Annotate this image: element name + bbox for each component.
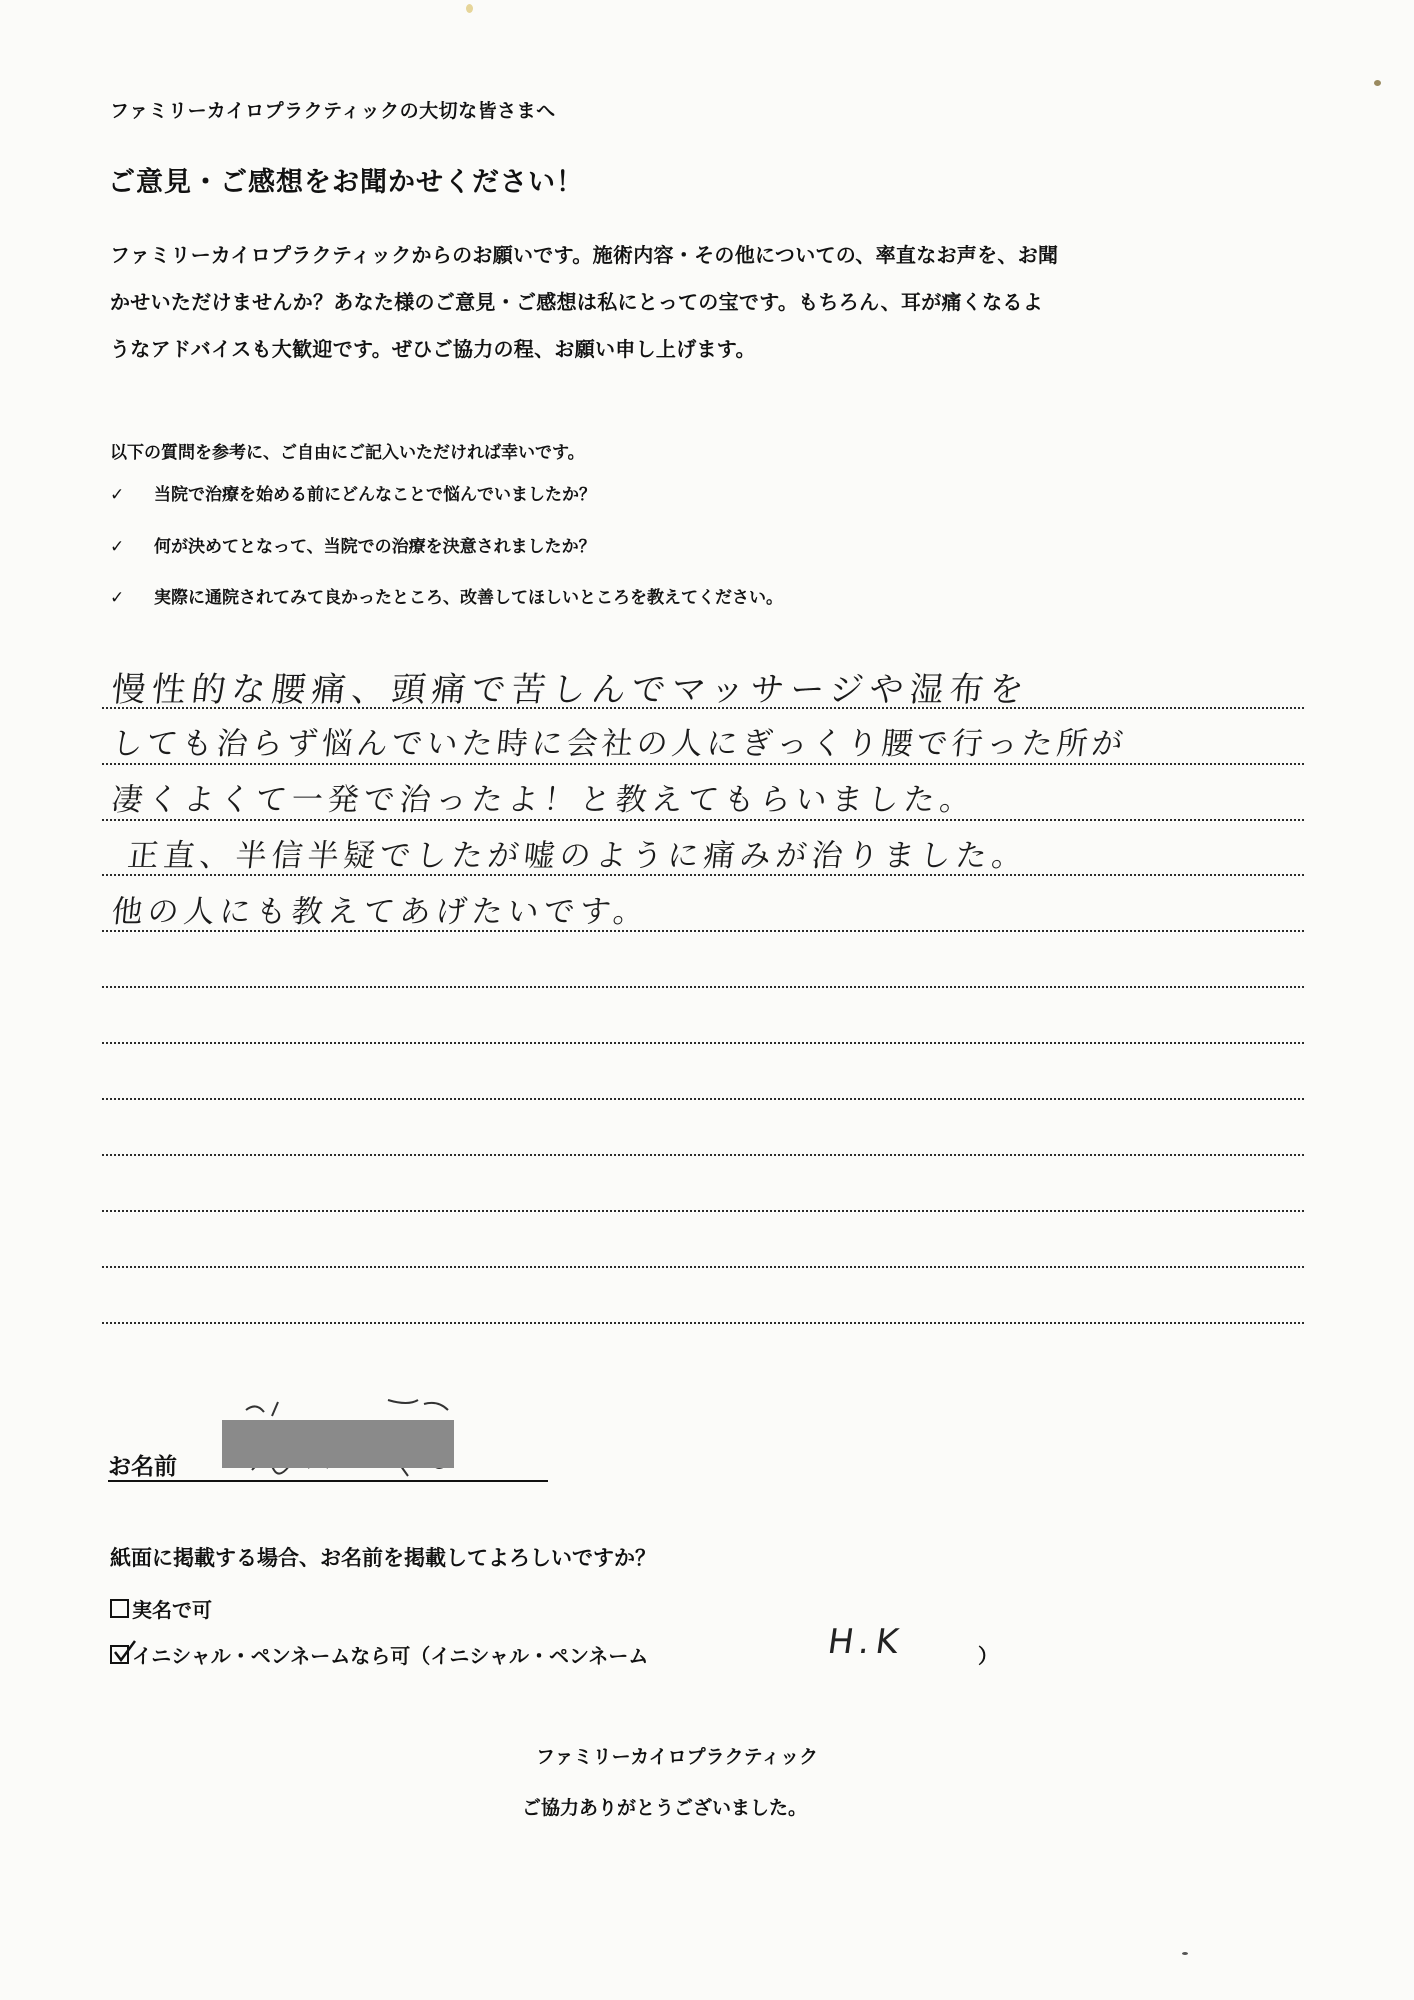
paper-speck (1374, 80, 1381, 86)
question-text: 当院で治療を始める前にどんなことで悩んでいましたか？ (154, 485, 596, 505)
question-item (110, 583, 783, 608)
answer-ruled-line (102, 1098, 1304, 1100)
question-text: 実際に通院されてみて良かったところ、改善してほしいところを教えてください。 (154, 588, 783, 608)
intro-line: かせいただけませんか？あなた様のご意見・ご感想は私にとっての宝です。もちろん、耳が痛くなるよ (110, 290, 1043, 314)
checkmark-icon: ✓ (110, 537, 125, 557)
initials-checkbox[interactable] (110, 1645, 129, 1664)
initials-paren-close: ） (978, 1644, 998, 1668)
handwritten-answer-line: 正直、半信半疑でしたが嘘のように痛みが治りました。 (125, 838, 1030, 874)
question-text: 何が決めてとなって、当院での治療を決意されましたか？ (154, 537, 596, 557)
footer-clinic-name: ファミリーカイロプラクティック (536, 1746, 819, 1768)
answer-ruled-line (102, 1154, 1304, 1156)
addressee-line: ファミリーカイロプラクティックの大切な皆さまへ (110, 100, 556, 122)
answer-ruled-line (102, 819, 1304, 821)
option-initials[interactable] (110, 1640, 648, 1669)
questions-lead: 以下の質問を参考に、ご自由にご記入いただければ幸いです。 (110, 443, 585, 463)
initials-handwritten: H.K (825, 1622, 907, 1662)
name-label: お名前 (108, 1454, 177, 1480)
checkmark-icon: ✓ (110, 588, 125, 608)
option-initials-label: イニシャル・ペンネームなら可（イニシャル・ペンネーム (132, 1644, 649, 1668)
intro-paragraph (110, 232, 1310, 373)
option-real-name-label: 実名で可 (132, 1598, 212, 1622)
form-title: ご意見・ご感想をお聞かせください！ (108, 167, 584, 198)
footer-thanks: ご協力ありがとうございました。 (522, 1797, 808, 1819)
question-item (110, 480, 596, 505)
name-underline (108, 1480, 548, 1482)
answer-ruled-line (102, 1042, 1304, 1044)
answer-ruled-line (102, 986, 1304, 988)
intro-line: ファミリーカイロプラクティックからのお願いです。施術内容・その他についての、率直なお声を、お聞 (110, 243, 1059, 267)
paper-speck (1182, 1952, 1188, 1955)
handwritten-answer-line: しても治らず悩んでいた時に会社の人にぎっくり腰で行った所が (109, 726, 1129, 762)
checked-tick-icon (113, 1639, 139, 1665)
handwritten-answer-line: 凄くよくて一発で治ったよ！と教えてもらいました。 (109, 782, 978, 818)
real-name-checkbox[interactable] (110, 1599, 129, 1618)
handwritten-answer-line: 他の人にも教えてあげたいです。 (109, 894, 652, 930)
paper-speck (466, 4, 473, 13)
consent-question: 紙面に掲載する場合、お名前を掲載してよろしいですか？ (110, 1546, 656, 1570)
answer-ruled-line (102, 1210, 1304, 1212)
intro-line: うなアドバイスも大歓迎です。ぜひご協力の程、お願い申し上げます。 (110, 337, 756, 361)
option-real-name[interactable] (110, 1594, 212, 1623)
answer-ruled-line (102, 1322, 1304, 1324)
answer-ruled-line (102, 1266, 1304, 1268)
checkmark-icon: ✓ (110, 485, 125, 505)
question-item (110, 532, 596, 557)
answer-ruled-line (102, 763, 1304, 765)
name-redaction-block (222, 1420, 454, 1468)
handwritten-answer-line: 慢性的な腰痛、頭痛で苦しんでマッサージや湿布を (109, 670, 1032, 710)
